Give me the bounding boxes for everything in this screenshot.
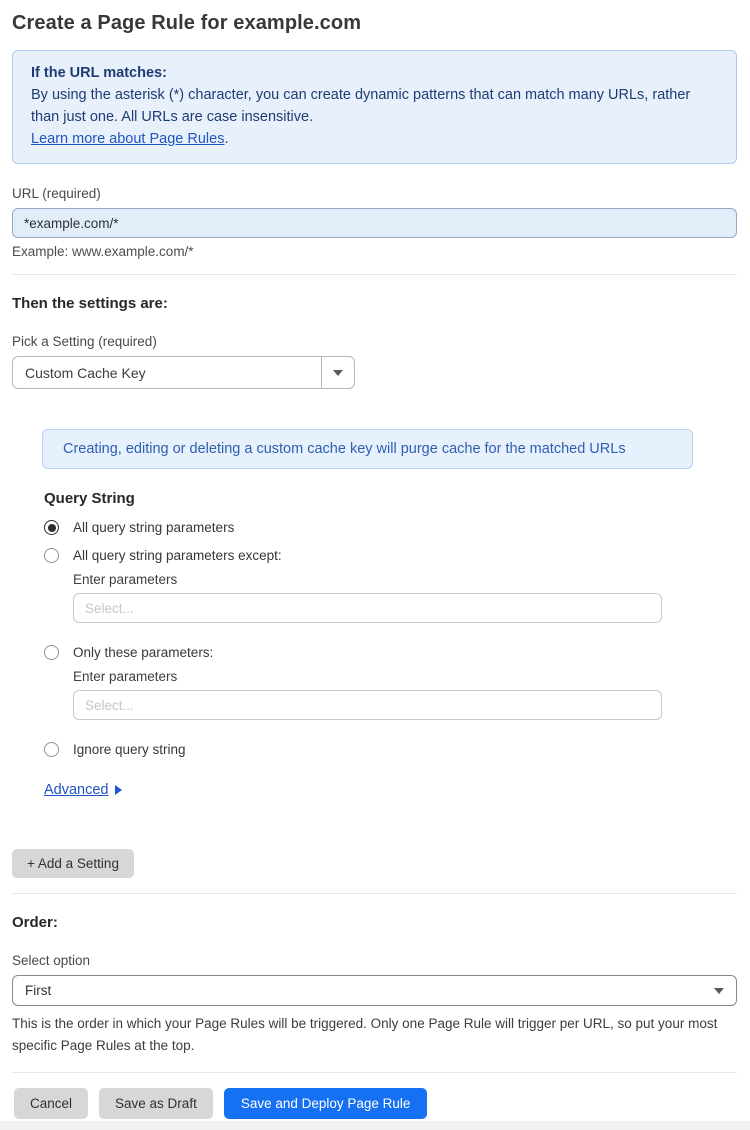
enter-parameters-label: Enter parameters — [73, 669, 178, 684]
custom-cache-key-settings — [42, 429, 693, 799]
query-string-heading: Query String — [44, 490, 135, 507]
radio-unselected-icon[interactable] — [44, 548, 59, 563]
divider — [12, 893, 737, 894]
url-field-label: URL (required) — [12, 186, 101, 201]
order-description: This is the order in which your Page Rules will be triggered. Only one Page Rule will trigger per URL, so put your most specific Page Rules at the top. — [12, 1016, 718, 1053]
radio-all-params-except[interactable] — [44, 548, 693, 563]
chevron-right-icon — [115, 785, 122, 795]
order-heading: Order: — [12, 914, 58, 931]
radio-label: All query string parameters — [73, 520, 235, 535]
order-select[interactable] — [12, 975, 737, 1006]
radio-unselected-icon[interactable] — [44, 645, 59, 660]
purge-cache-notice: Creating, editing or deleting a custom cache key will purge cache for the matched URLs — [42, 429, 693, 469]
radio-ignore-query-string[interactable] — [44, 742, 693, 757]
chevron-down-icon — [714, 988, 724, 994]
settings-heading: Then the settings are: — [12, 295, 168, 312]
url-match-info-panel — [12, 50, 737, 164]
chevron-down-icon — [333, 370, 343, 376]
radio-label: All query string parameters except: — [73, 548, 282, 563]
enter-parameters-label: Enter parameters — [73, 572, 178, 587]
info-heading: If the URL matches: — [31, 65, 167, 81]
add-setting-button[interactable]: + Add a Setting — [12, 849, 134, 878]
setting-select-arrow-button[interactable] — [321, 357, 354, 388]
advanced-toggle-link[interactable] — [44, 782, 122, 798]
cancel-button[interactable]: Cancel — [14, 1088, 88, 1119]
form-actions — [12, 1088, 737, 1119]
advanced-label: Advanced — [44, 782, 109, 798]
radio-unselected-icon[interactable] — [44, 742, 59, 757]
setting-select[interactable] — [12, 356, 355, 389]
only-parameters-field — [73, 669, 693, 720]
except-parameters-input[interactable] — [73, 593, 662, 623]
info-link-suffix: . — [224, 131, 229, 147]
info-link-line — [31, 128, 718, 150]
radio-all-query-params[interactable] — [44, 520, 693, 535]
divider — [12, 274, 737, 275]
radio-selected-icon[interactable] — [44, 520, 59, 535]
pick-setting-label: Pick a Setting (required) — [12, 334, 157, 349]
divider — [12, 1072, 737, 1073]
only-parameters-input[interactable] — [73, 690, 662, 720]
setting-select-value: Custom Cache Key — [25, 364, 146, 381]
radio-only-these-params[interactable] — [44, 645, 693, 660]
info-body: By using the asterisk (*) character, you can create dynamic patterns that can match many URLs, rather than just one. All URLs are case insensitive. — [31, 87, 691, 125]
save-and-deploy-button[interactable]: Save and Deploy Page Rule — [224, 1088, 428, 1119]
except-parameters-field — [73, 572, 693, 623]
learn-more-link[interactable]: Learn more about Page Rules — [31, 131, 225, 147]
order-select-value: First — [25, 983, 52, 998]
page-title: Create a Page Rule for example.com — [12, 12, 362, 34]
bottom-strip — [0, 1121, 750, 1130]
url-input[interactable] — [12, 208, 737, 238]
radio-label: Ignore query string — [73, 742, 186, 757]
order-select-label: Select option — [12, 953, 91, 968]
save-as-draft-button[interactable]: Save as Draft — [99, 1088, 213, 1119]
url-example-text: Example: www.example.com/* — [12, 244, 194, 259]
radio-label: Only these parameters: — [73, 645, 214, 660]
